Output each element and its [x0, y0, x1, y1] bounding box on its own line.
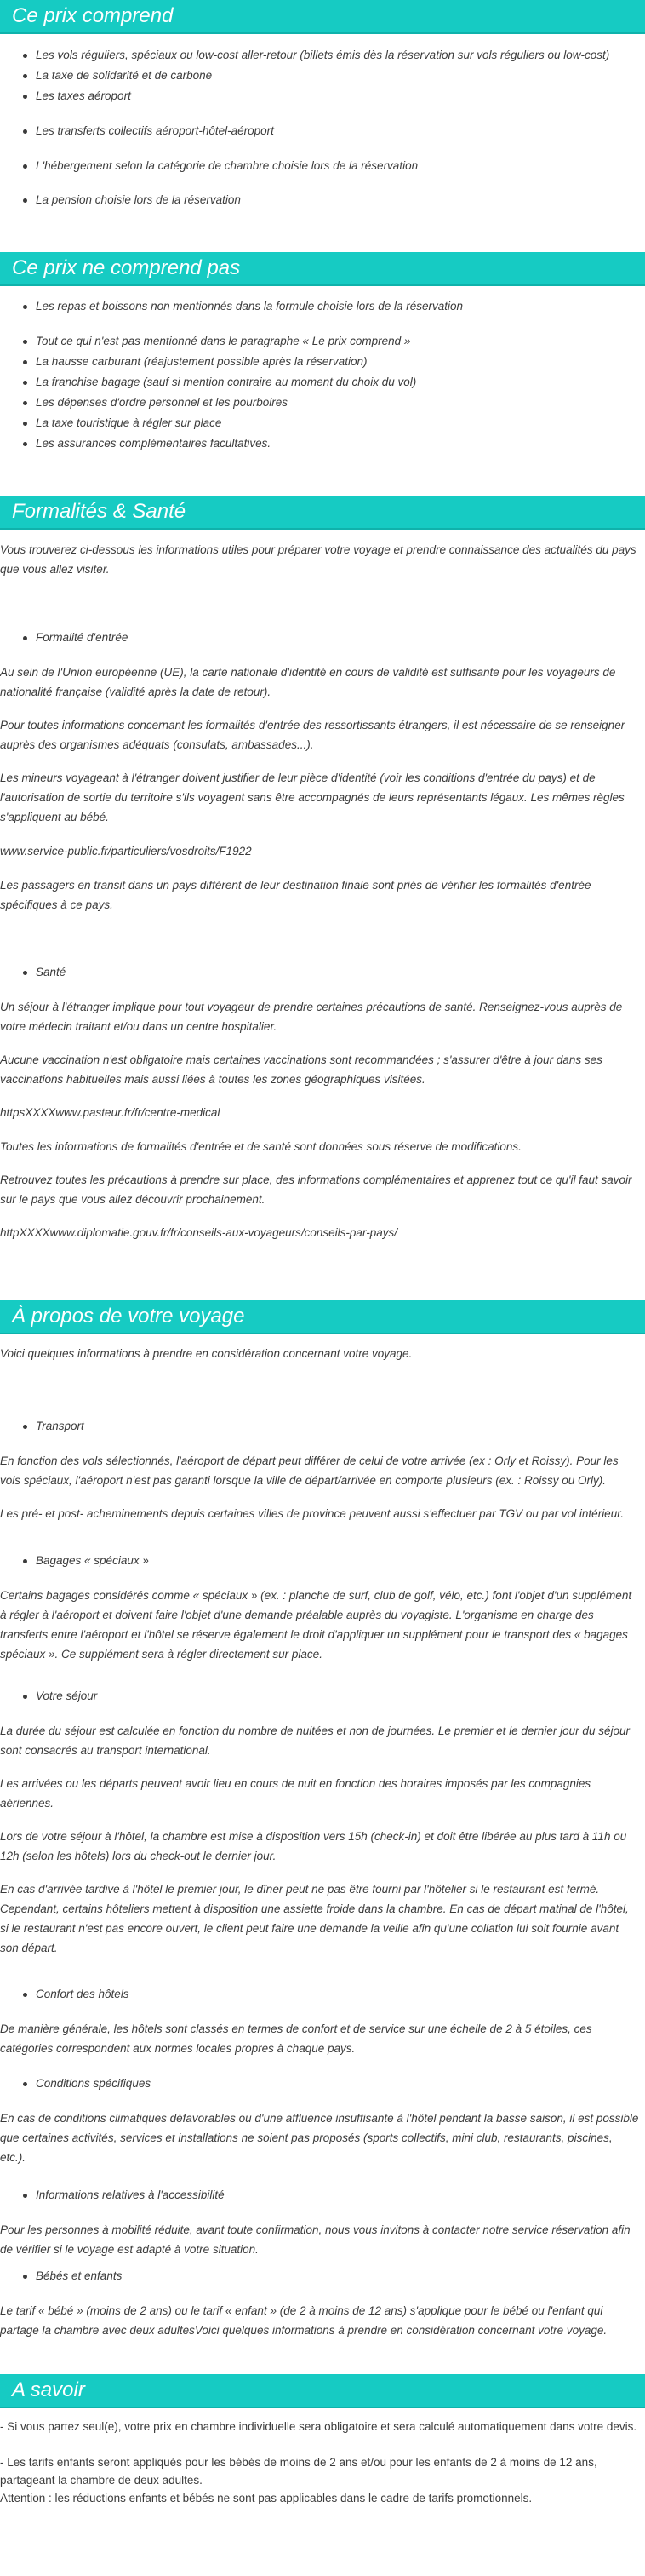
conditions-paragraph: En cas de conditions climatiques défavorables ou d'une affluence insuffisante à l'hôtel pendant la basse saison, il est possible que certaines activités, services et installations ne soient pas proposés (sports collectifs, mini club, restaurants, piscines, etc.).	[0, 2112, 639, 2164]
bullet-icon	[23, 2194, 27, 2198]
accessibility-paragraph: Pour les personnes à mobilité réduite, avant toute confirmation, nous vous invitons à contacter notre service réservation afin de vérifier si le voyage est adapté à votre situation.	[0, 2223, 631, 2256]
transport-heading: Transport	[36, 1419, 84, 1434]
list-item: La taxe de solidarité et de carbone	[36, 68, 631, 83]
bullet-icon	[23, 129, 27, 134]
bullet-icon	[23, 1559, 27, 1563]
accessibility-heading: Informations relatives à l'accessibilité	[36, 2188, 225, 2203]
list-item: La franchise bagage (sauf si mention contraire au moment du choix du vol)	[36, 375, 631, 390]
list-item: Les dépenses d'ordre personnel et les pourboires	[36, 395, 631, 410]
bullet-icon	[23, 401, 27, 405]
health-paragraph: Aucune vaccination n'est obligatoire mais certaines vaccinations sont recommandées ; s'assurer d'être à jour dans ses vaccinations habituelles mais aussi liées à toutes les zones géographiques visitées.	[0, 1053, 602, 1086]
stay-paragraph: La durée du séjour est calculée en fonction du nombre de nuitées et non de journées. Le premier et le dernier jour du séjour sont consacrés au transport international.	[0, 1724, 630, 1757]
entry-heading: Formalité d'entrée	[36, 630, 128, 645]
health-link[interactable]: httpXXXXwww.diplomatie.gouv.fr/fr/conseils-aux-voyageurs/conseils-par-pays/	[0, 1226, 397, 1239]
transport-paragraph: Les pré- et post- acheminements depuis certaines villes de province peuvent aussi s'effectuer par TGV ou par vol intérieur.	[0, 1507, 624, 1520]
luggage-paragraph: Certains bagages considérés comme « spéciaux » (ex. : planche de surf, club de golf, vélo, etc.) font l'objet d'un supplément à régler à l'aéroport et doivent faire l'objet d'une demande préalable auprès du voyagiste. L'organisme en charge des transferts entre l'aéroport et l'hôtel se réserve également le droit d'appliquer un supplément pour le transport des « bagages spéciaux ». Ce supplément sera à régler directement sur place.	[0, 1589, 632, 1661]
bullet-icon	[23, 198, 27, 203]
list-item: La hausse carburant (réajustement possible après la réservation)	[36, 354, 631, 370]
babies-heading: Bébés et enfants	[36, 2269, 122, 2284]
health-paragraph: Toutes les informations de formalités d'entrée et de santé sont données sous réserve de modifications.	[0, 1140, 522, 1153]
stay-paragraph: Les arrivées ou les départs peuvent avoir lieu en cours de nuit en fonction des horaires imposés par les compagnies aériennes.	[0, 1777, 591, 1810]
bullet-icon	[23, 54, 27, 58]
entry-paragraph: Les mineurs voyageant à l'étranger doivent justifier de leur pièce d'identité (voir les conditions d'entrée du pays) et de l'autorisation de sortie du territoire s'ils voyagent sans être accompagnés de leurs représentants légaux. Les mêmes règles s'appliquent au bébé.	[0, 772, 625, 823]
list-item: La pension choisie lors de la réservation	[36, 192, 631, 208]
babies-paragraph: Le tarif « bébé » (moins de 2 ans) ou le tarif « enfant » (de 2 à moins de 12 ans) s'applique pour le bébé ou l'enfant qui partage la chambre avec deux adultesVoici quelques informations à prendre en considération concernant votre voyage.	[0, 2304, 608, 2337]
bullet-icon	[23, 636, 27, 640]
good-to-know-line: - Les tarifs enfants seront appliqués pour les bébés de moins de 2 ans et/ou pour les enfants de 2 à moins de 12 ans, partageant la chambre de deux adultes.	[0, 2456, 597, 2487]
entry-paragraph: Les passagers en transit dans un pays différent de leur destination finale sont priés de vérifier les formalités d'entrée spécifiques à ce pays.	[0, 879, 591, 911]
comfort-heading: Confort des hôtels	[36, 1987, 129, 2002]
health-paragraph: Un séjour à l'étranger implique pour tout voyageur de prendre certaines précautions de santé. Renseignez-vous auprès de votre médecin traitant et/ou dans un centre hospitalier.	[0, 1001, 623, 1033]
bullet-icon	[23, 2082, 27, 2086]
list-item: Les transferts collectifs aéroport-hôtel-aéroport	[36, 123, 631, 139]
list-item: La taxe touristique à régler sur place	[36, 416, 631, 431]
bullet-icon	[23, 1993, 27, 1997]
section-title-good-to-know: A savoir	[0, 2374, 645, 2407]
stay-paragraph: En cas d'arrivée tardive à l'hôtel le premier jour, le dîner peut ne pas être fourni par l'hôtelier si le restaurant est fermé. Cependant, certains hôteliers mettent à disposition une assiette froide dans la chambre. En cas de départ matinal de l'hôtel, si le restaurant n'est pas encore ouvert, le client peut faire une demande la veille afin qu'une collation lui soit fournie avant son départ.	[0, 1883, 629, 1954]
comfort-paragraph: De manière générale, les hôtels sont classés en termes de confort et de service sur une échelle de 2 à 5 étoiles, ces catégories correspondent aux normes locales propres à chaque pays.	[0, 2022, 592, 2055]
bullet-icon	[23, 381, 27, 385]
bullet-icon	[23, 95, 27, 99]
luggage-heading: Bagages « spéciaux »	[36, 1553, 149, 1569]
bullet-icon	[23, 1425, 27, 1429]
section-not-included	[0, 252, 645, 473]
list-item: L'hébergement selon la catégorie de chambre choisie lors de la réservation	[36, 158, 631, 174]
bullet-icon	[23, 2275, 27, 2279]
bullet-icon	[23, 422, 27, 426]
bullet-icon	[23, 1695, 27, 1699]
list-item: Les assurances complémentaires facultatives.	[36, 436, 631, 451]
formalities-intro: Vous trouverez ci-dessous les informations utiles pour préparer votre voyage et prendre connaissance des actualités du pays que vous allez visiter.	[0, 543, 636, 576]
good-to-know-line: - Si vous partez seul(e), votre prix en chambre individuelle sera obligatoire et sera calculé automatiquement dans votre devis.	[0, 2420, 637, 2433]
section-title-about-trip: À propos de votre voyage	[0, 1300, 645, 1333]
list-item: Tout ce qui n'est pas mentionné dans le paragraphe « Le prix comprend »	[36, 334, 631, 349]
conditions-heading: Conditions spécifiques	[36, 2076, 151, 2091]
bullet-icon	[23, 74, 27, 78]
bullet-icon	[23, 305, 27, 309]
bullet-icon	[23, 164, 27, 169]
health-heading: Santé	[36, 965, 66, 980]
section-title-included: Ce prix comprend	[0, 0, 645, 32]
bullet-icon	[23, 340, 27, 344]
stay-paragraph: Lors de votre séjour à l'hôtel, la chambre est mise à disposition vers 15h (check-in) et doit être libérée au plus tard à 11h ou 12h (selon les hôtels) lors du check-out le dernier jour.	[0, 1830, 627, 1862]
transport-paragraph: En fonction des vols sélectionnés, l'aéroport de départ peut différer de celui de votre arrivée (ex : Orly et Roissy). Pour les vols spéciaux, l'aéroport n'est pas garanti lorsque la ville de départ/arrivée en comporte plusieurs (ex. : Roissy ou Orly).	[0, 1454, 619, 1487]
list-item: Les repas et boissons non mentionnés dans la formule choisie lors de la réservation	[36, 299, 631, 314]
section-title-formalities: Formalités & Santé	[0, 496, 645, 528]
good-to-know-line: Attention : les réductions enfants et bébés ne sont pas applicables dans le cadre de tarifs promotionnels.	[0, 2492, 533, 2504]
health-link[interactable]: httpsXXXXwww.pasteur.fr/fr/centre-medical	[0, 1106, 220, 1119]
list-item: Les taxes aéroport	[36, 89, 631, 104]
section-formalities	[0, 496, 645, 1271]
section-included	[0, 0, 645, 204]
bullet-icon	[23, 971, 27, 975]
bullet-icon	[23, 360, 27, 364]
section-about-trip	[0, 1300, 645, 2337]
stay-heading: Votre séjour	[36, 1689, 97, 1704]
bullet-icon	[23, 442, 27, 446]
entry-paragraph: Au sein de l'Union européenne (UE), la carte nationale d'identité en cours de validité est suffisante pour les voyageurs de nationalité française (validité après la date de retour).	[0, 666, 616, 698]
entry-link[interactable]: www.service-public.fr/particuliers/vosdroits/F1922	[0, 845, 252, 858]
section-good-to-know	[0, 2374, 645, 2570]
entry-paragraph: Pour toutes informations concernant les formalités d'entrée des ressortissants étrangers, il est nécessaire de se renseigner auprès des organismes adéquats (consulats, ambassades...).	[0, 719, 625, 751]
list-item: Les vols réguliers, spéciaux ou low-cost aller-retour (billets émis dès la réservation sur vols réguliers ou low-cost)	[36, 48, 631, 63]
section-title-not-included: Ce prix ne comprend pas	[0, 252, 645, 284]
about-intro: Voici quelques informations à prendre en considération concernant votre voyage.	[0, 1347, 413, 1360]
health-paragraph: Retrouvez toutes les précautions à prendre sur place, des informations complémentaires et apprenez tout ce qu'il faut savoir sur le pays que vous allez découvrir prochainement.	[0, 1173, 632, 1206]
